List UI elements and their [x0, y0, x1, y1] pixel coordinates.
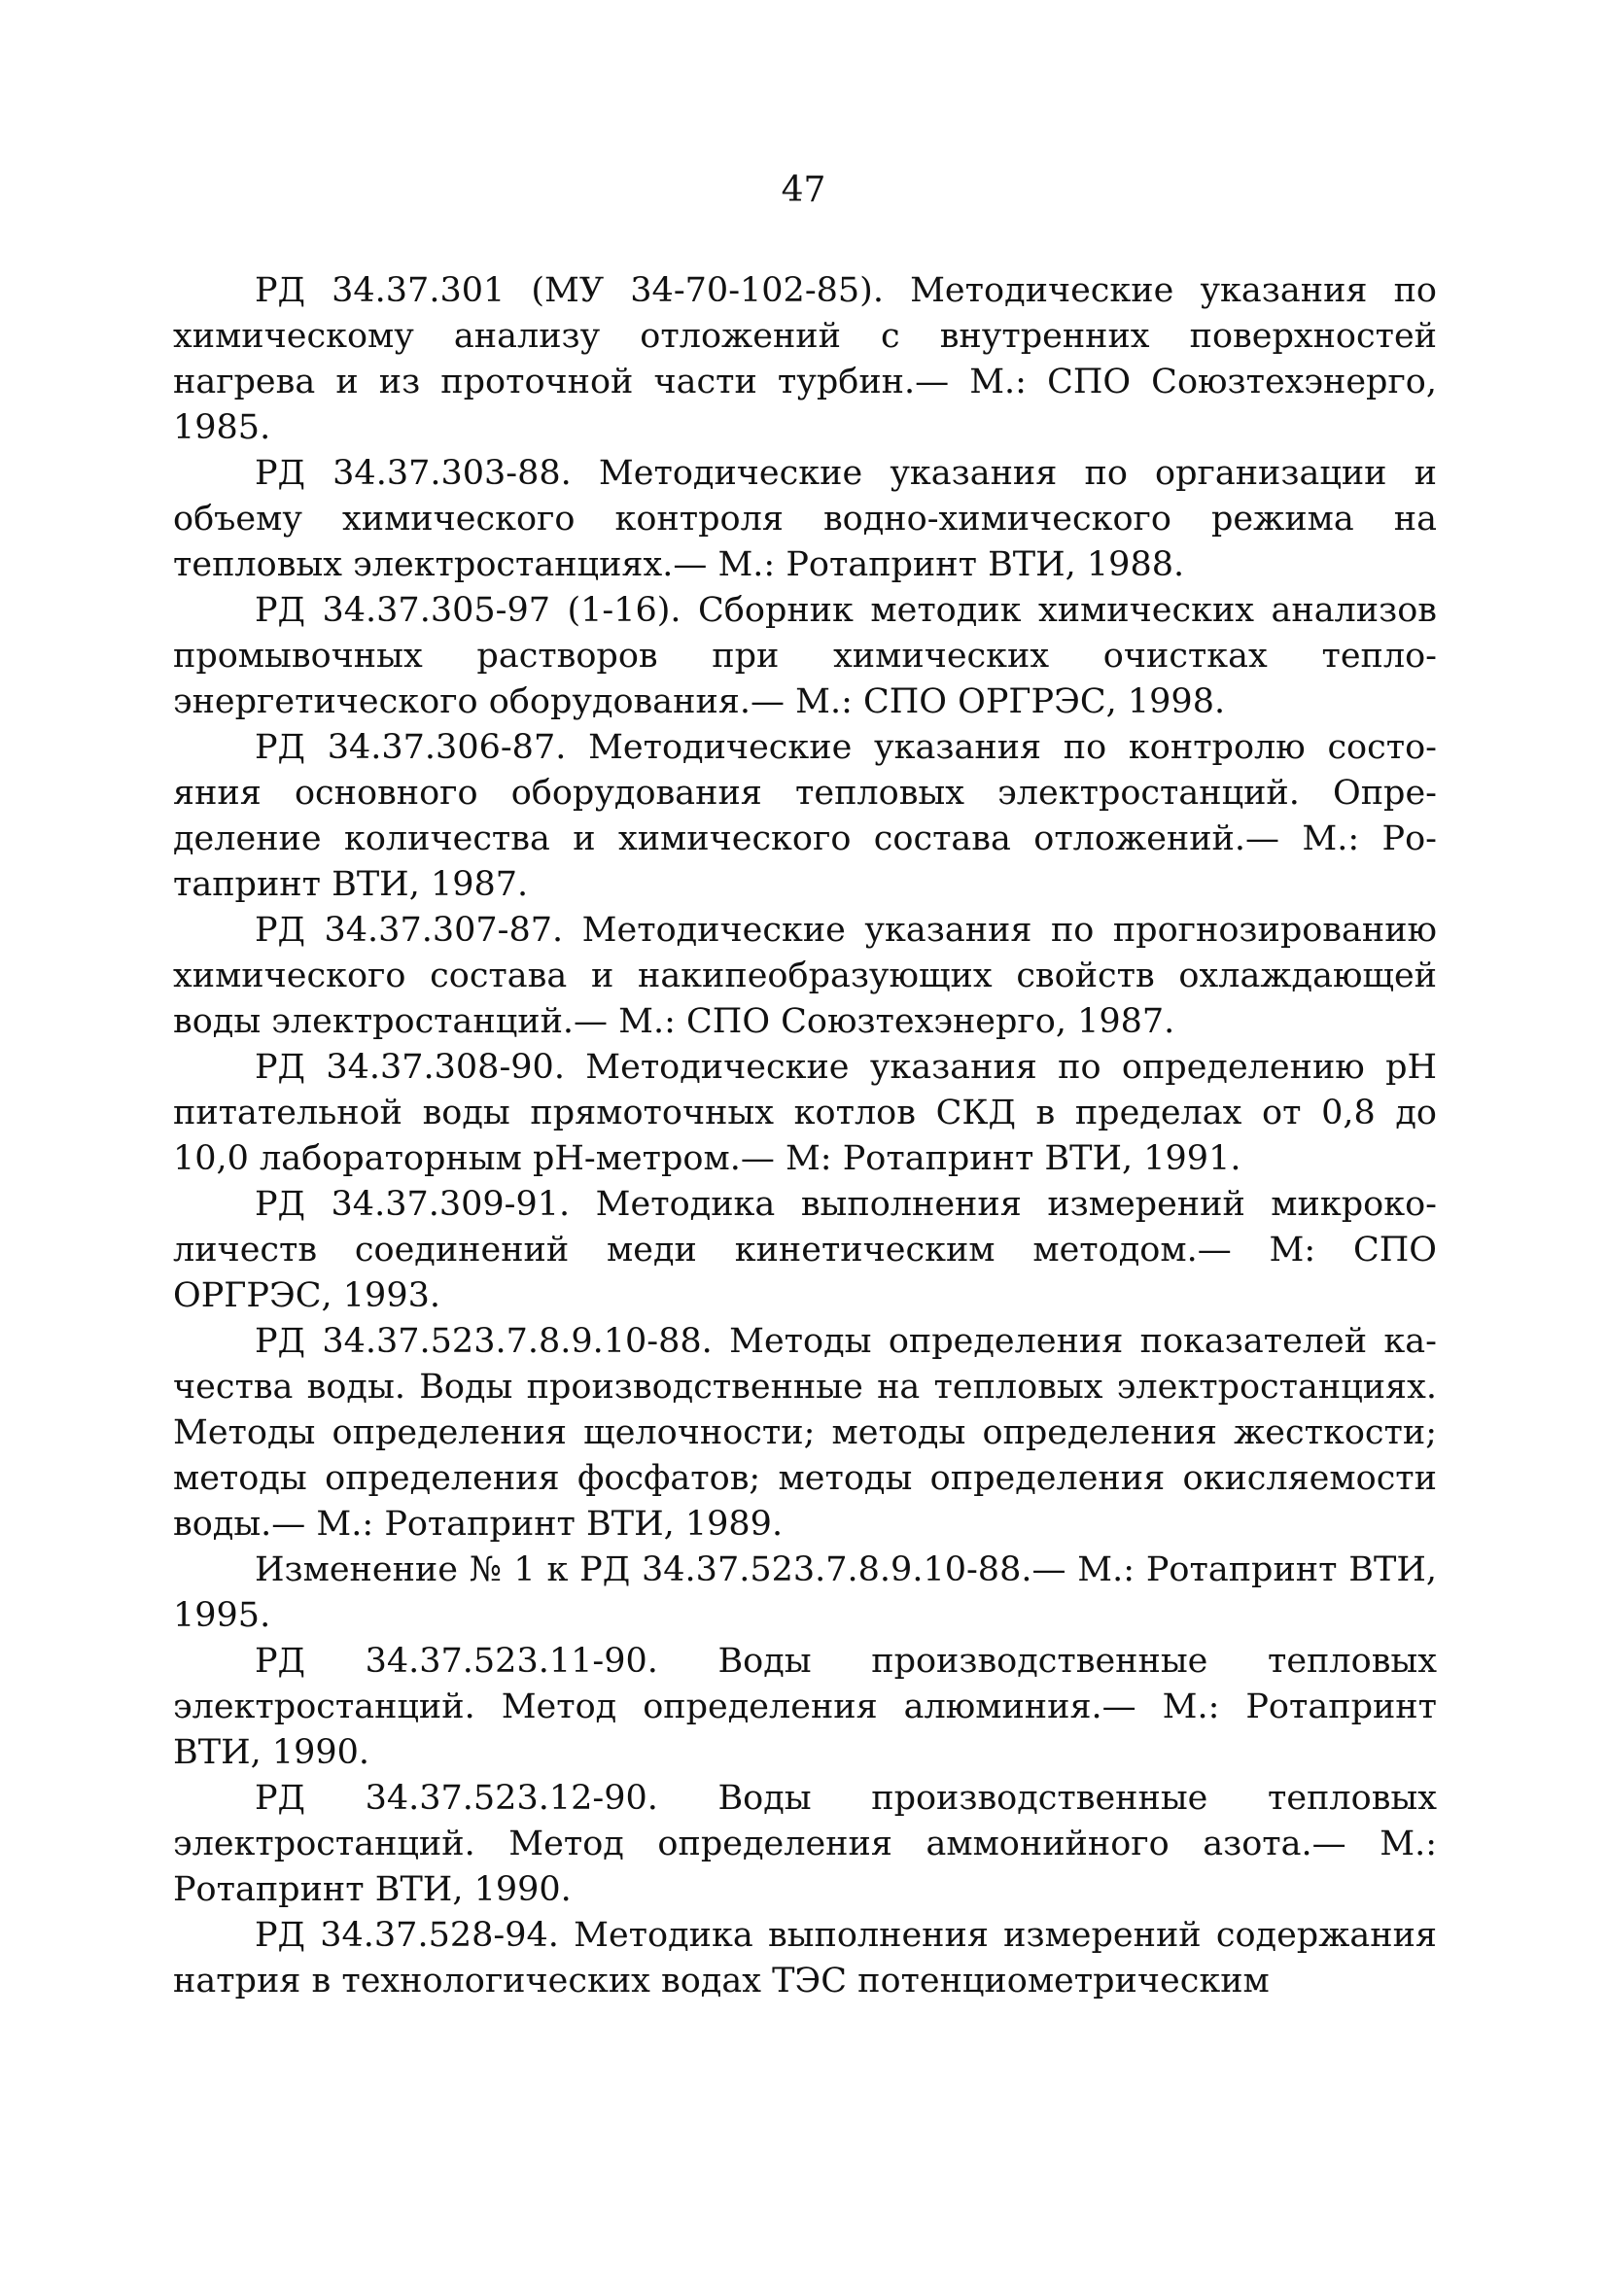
- reference-item: РД 34.37.306-87. Методические указания по контролю состояния основного оборудования тепловых электростанций. Определение количества и химического состава отложений.— М.: Ротапринт ВТИ, 1987.: [173, 728, 1437, 904]
- reference-item: РД 34.37.523.11-90. Воды производственные тепловых электростанций. Метод определения алюминия.— М.: Ротапринт ВТИ, 1990.: [173, 1642, 1437, 1772]
- reference-item: РД 34.37.301 (МУ 34-70-102-85). Методические указания по химическому анализу отложений с внутренних поверхностей нагрева и из проточной части турбин.— М.: СПО Союзтехэнерго, 1985.: [173, 271, 1437, 447]
- reference-item: РД 34.37.523.7.8.9.10-88. Методы определения показателей качества воды. Воды производственные на тепловых электростанциях. Методы определения щелочности; методы определения жесткости; методы определения фосфатов; методы определения окисляемости воды.— М.: Ротапринт ВТИ, 1989.: [173, 1322, 1437, 1544]
- reference-item: РД 34.37.303-88. Методические указания по организации и объему химического контроля водно-химического режима на тепловых электростанциях.— М.: Ротапринт ВТИ, 1988.: [173, 454, 1437, 584]
- reference-item: РД 34.37.528-94. Методика выполнения измерений содержания натрия в технологических водах ТЭС потенциометрическим: [173, 1916, 1437, 2000]
- reference-item: РД 34.37.307-87. Методические указания по прогнозированию химического состава и накипеобразующих свойств охлаждающей воды электростанций.— М.: СПО Союзтехэнерго, 1987.: [173, 911, 1437, 1041]
- reference-item: РД 34.37.305-97 (1-16). Сборник методик химических анализов промывочных растворов при химических очистках теплоэнергетического оборудования.— М.: СПО ОРГРЭС, 1998.: [173, 591, 1437, 721]
- reference-item: РД 34.37.309-91. Методика выполнения измерений микроколичеств соединений меди кинетическим методом.— М: СПО ОРГРЭС, 1993.: [173, 1185, 1437, 1315]
- reference-item: РД 34.37.523.12-90. Воды производственные тепловых электростанций. Метод определения аммонийного азота.— М.: Ротапринт ВТИ, 1990.: [173, 1779, 1437, 1909]
- reference-item: Изменение № 1 к РД 34.37.523.7.8.9.10-88.— М.: Ротапринт ВТИ, 1995.: [173, 1550, 1437, 1635]
- reference-list: [173, 268, 1437, 2004]
- page-number: 47: [781, 170, 826, 210]
- reference-item: РД 34.37.308-90. Методические указания по определению pH питательной воды прямоточных котлов СКД в пределах от 0,8 до 10,0 лабораторным pH-метром.— М: Ротапринт ВТИ, 1991.: [173, 1048, 1437, 1178]
